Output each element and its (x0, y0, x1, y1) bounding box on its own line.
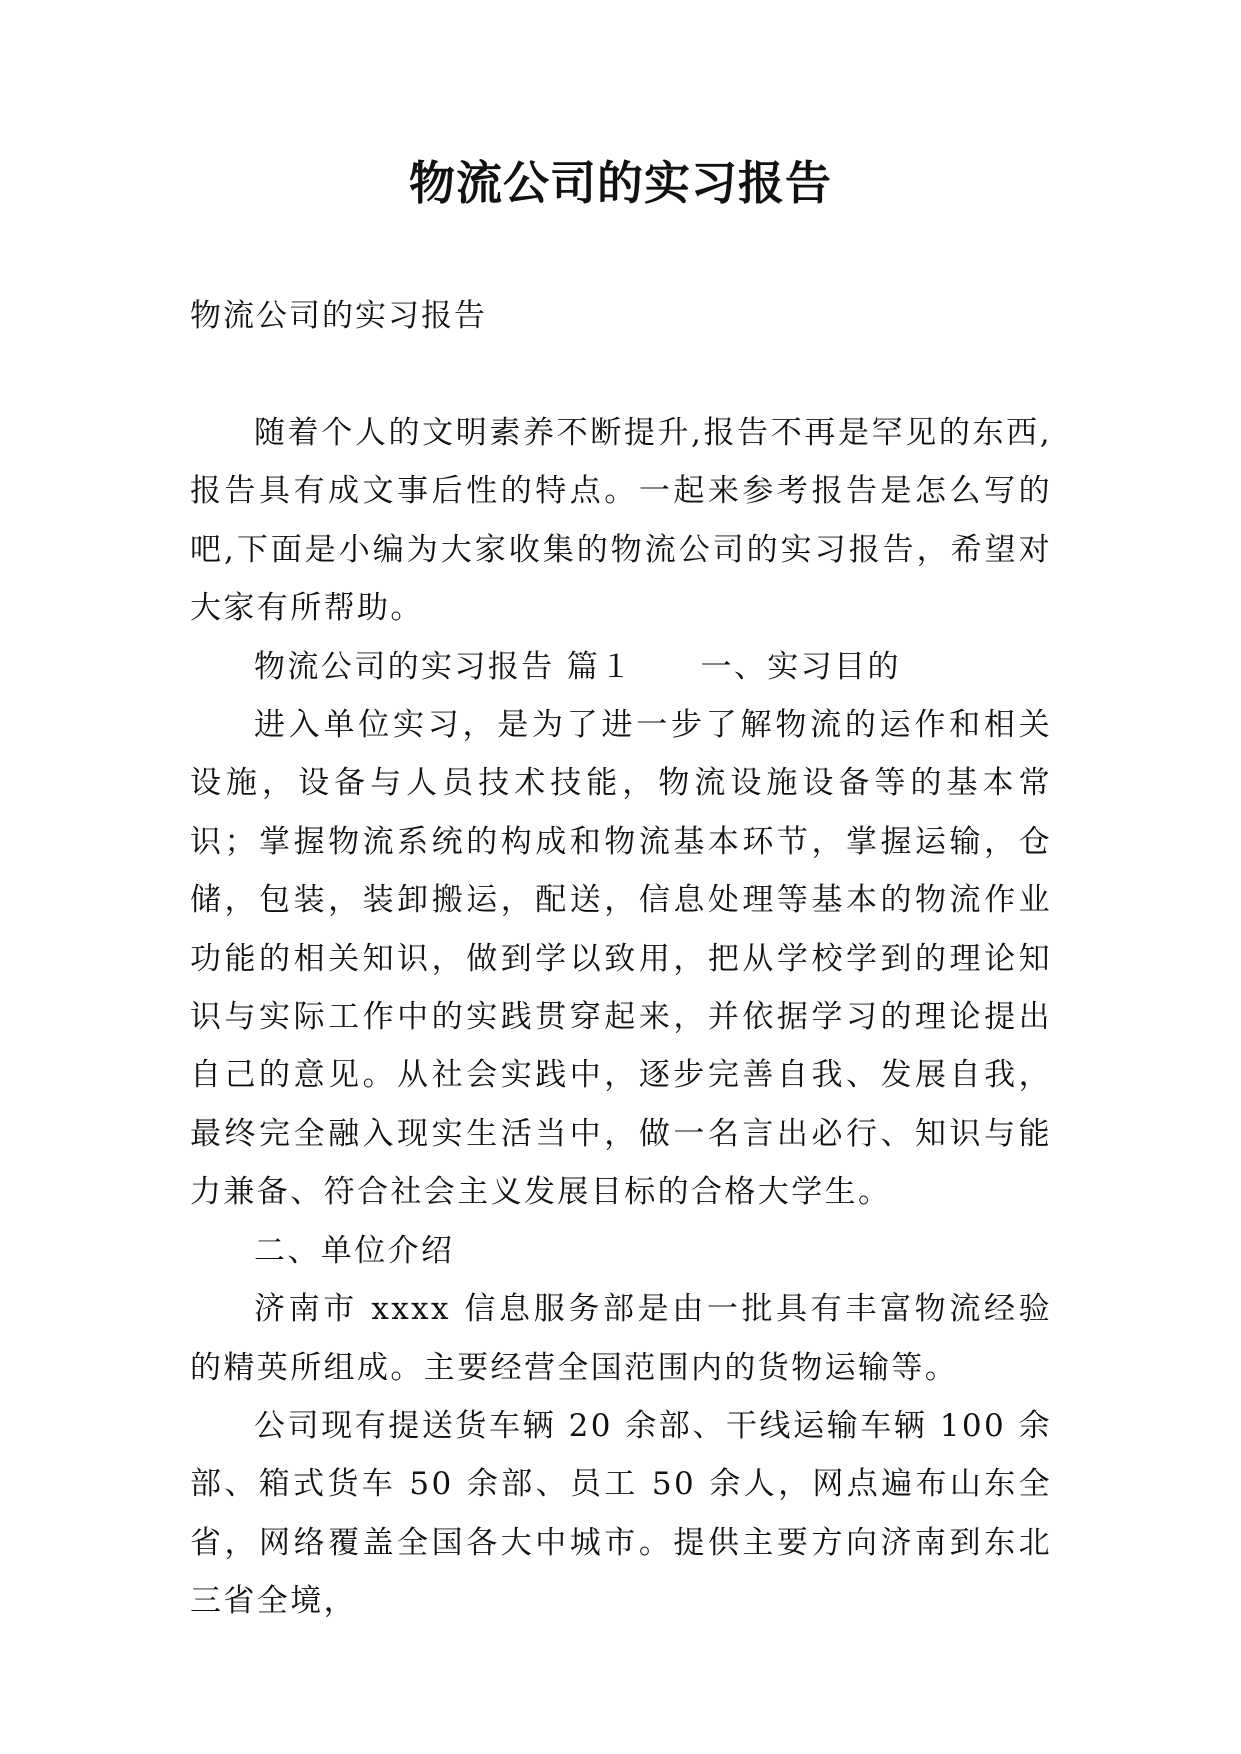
paragraph-section-heading-1: 物流公司的实习报告 篇１ 一、实习目的 (254, 648, 901, 685)
paragraph-company-intro: 济南市 xxxx 信息服务部是由一批具有丰富物流经验的精英所组成。主要经营全国范围内的货物运输等。 (190, 1291, 1052, 1386)
document-title: 物流公司的实习报告 (409, 156, 832, 210)
paragraph-section-heading-2: 二、单位介绍 (254, 1232, 455, 1269)
document-body (190, 404, 1052, 1631)
paragraph-purpose: 进入单位实习，是为了进一步了解物流的运作和相关设施，设备与人员技术技能，物流设施设备等的基本常识；掌握物流系统的构成和物流基本环节，掌握运输，仓储，包装，装卸搬运，配送，信息处理等基本的物流作业功能的相关知识，做到学以致用，把从学校学到的理论知识与实际工作中的实践贯穿起来，并依据学习的理论提出自己的意见。从社会实践中，逐步完善自我、发展自我，最终完全融入现实生活当中，做一名言出必行、知识与能力兼备、符合社会主义发展目标的合格大学生。 (190, 707, 1052, 1211)
document-subtitle: 物流公司的实习报告 (190, 298, 487, 334)
paragraph-intro: 随着个人的文明素养不断提升,报告不再是罕见的东西,报告具有成文事后性的特点。一起来参考报告是怎么写的吧,下面是小编为大家收集的物流公司的实习报告，希望对大家有所帮助。 (190, 415, 1052, 627)
paragraph-company-fleet: 公司现有提送货车辆 20 余部、干线运输车辆 100 余部、箱式货车 50 余部、员工 50 余人，网点遍布山东全省，网络覆盖全国各大中城市。提供主要方向济南到东北三省全境， (190, 1407, 1052, 1620)
